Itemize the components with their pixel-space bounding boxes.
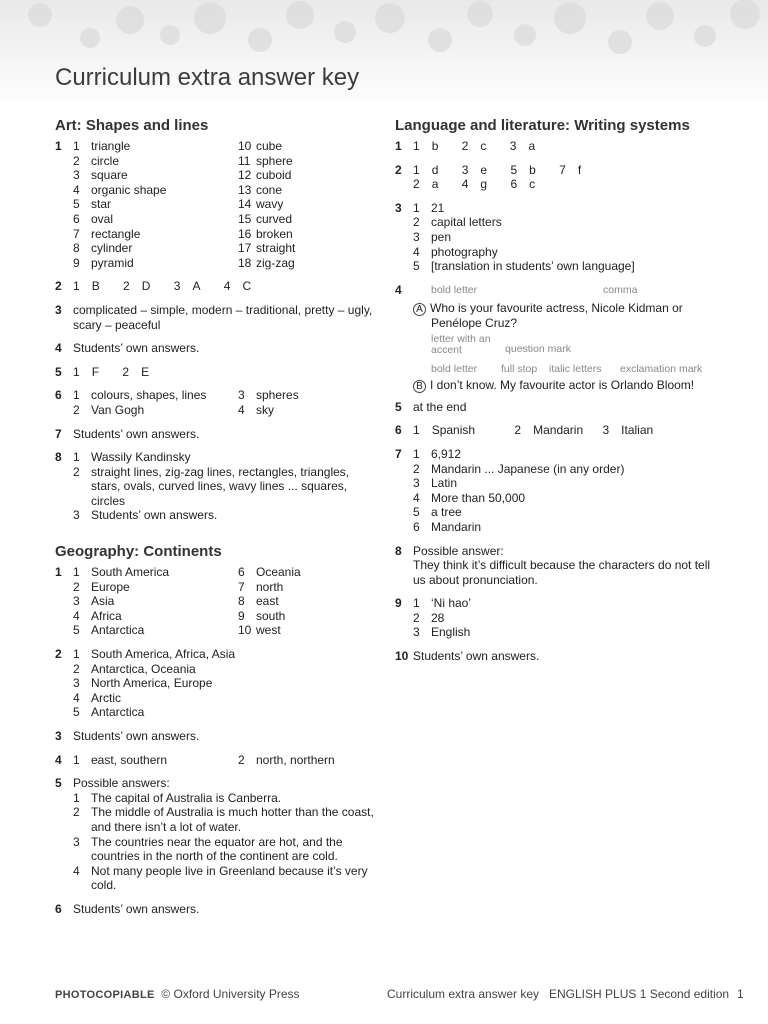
header-decoration	[0, 0, 768, 110]
answer-item: 6 oval	[73, 211, 114, 226]
answer-item: 4 Arctic	[73, 690, 121, 705]
answer-item: 9 south	[238, 608, 286, 623]
answer-item: 1 South America	[73, 565, 170, 580]
answer-item: 1 6,912	[413, 446, 462, 461]
geo-q2: 2 1 South America, Africa, Asia 2 Antarctica, Oceania 3 North America, Europe 4 Arctic 5 Antarctica	[55, 647, 375, 720]
dot-pattern	[0, 0, 768, 110]
art-q4: 4 Students’ own answers.	[55, 341, 200, 356]
right-column	[395, 117, 725, 673]
photocopiable-label: PHOTOCOPIABLE	[55, 989, 155, 1001]
answer-item: 1 The capital of Australia is Canberra.	[73, 790, 282, 805]
art-q2: 2 1 B 2 D 3 A 4 C	[55, 279, 252, 294]
answer-item: 3 Students’ own answers.	[73, 508, 218, 523]
answer-item: 5 [translation in students’ own language]	[413, 259, 635, 274]
answer-item: 8 east	[238, 594, 279, 609]
art-q3: 3 complicated – simple, modern – traditional, pretty – ugly, scary – peaceful	[55, 302, 373, 332]
answer-item: 3 square	[73, 168, 128, 183]
answer-item: 10 cube	[238, 139, 283, 153]
answer-item: 4 photography	[413, 244, 498, 259]
answer-item: 7 rectangle	[73, 226, 141, 241]
answer-item: 2 straight lines, zig-zag lines, rectangles, triangles, stars, ovals, curved lines, wavy lines ... squares, circles	[73, 464, 350, 508]
answer-item: 2 capital letters	[413, 215, 502, 230]
lang-q1: 1 1 b 2 c 3 a	[395, 139, 536, 153]
answer-item: 2 circle	[73, 153, 120, 168]
answer-item: 4 organic shape	[73, 182, 167, 197]
answer-item: 13 cone	[238, 182, 283, 197]
lang-q5: 5 at the end	[395, 399, 467, 414]
answer-item: 18 zig-zag	[238, 255, 295, 270]
geo-q1: 1 1 South America 2 Europe 3 Asia 4 Africa 5 Antarctica 6 Oceania 7 north 8 east 9 south 10 west	[55, 565, 375, 638]
art-q1: 1 1 triangle 2 circle 3 square 4 organic shape 5 star 6 oval 7 rectangle 8 cylinder 9 pyramid 10 cube 11 sphere 12 cuboid 13 cone 14 wavy 15 curved 16 broken 17 straight 18 zig-zag	[55, 139, 375, 270]
footer-left	[55, 987, 300, 1001]
answer-item: 3 Latin	[413, 476, 458, 491]
answer-item: 1 ‘Ni hao’	[413, 596, 472, 611]
lang-q7: 7 1 6,912 2 Mandarin ... Japanese (in any order) 3 Latin 4 More than 50,000 5 a tree 6 Mandarin	[395, 447, 725, 535]
geo-q4: 4 1 east, southern 2 north, northern	[55, 752, 335, 767]
answer-item: 14 wavy	[238, 197, 284, 212]
answer-item: 1 21	[413, 200, 445, 215]
answer-item: 16 broken	[238, 226, 293, 241]
lang-q9: 9 1 ‘Ni hao’ 2 28 3 English	[395, 596, 725, 640]
art-heading: Art: Shapes and lines	[55, 117, 209, 134]
lang-q3: 3 1 21 2 capital letters 3 pen 4 photography 5 [translation in students’ own language]	[395, 201, 725, 274]
lang-q2: 2 1 d 3 e 5 b 7 f 2 a 4 g 6 c	[395, 162, 582, 192]
answer-item: 3 English	[413, 625, 471, 640]
answer-item: 2 28	[413, 610, 445, 625]
answer-item: 9 pyramid	[73, 255, 134, 270]
answer-item: 10 west	[238, 623, 281, 638]
lang-q4: 4 bold letter comma A Who is your favourite actress, Nicole Kidman or Penélope Cruz? letter with an accent question mark bold letter full stop italic letters exclamation mark B I don’t know. My favourite actor is Orlando Bloom!	[395, 283, 725, 391]
footer-doc-title: Curriculum extra answer key	[387, 987, 540, 1001]
answer-item: 5 a tree	[413, 505, 462, 520]
answer-item: 3 pen	[413, 229, 452, 244]
lang-q8: 8 Possible answer: They think it’s difficult because the characters do not tell us about pronunciation.	[395, 543, 711, 587]
answer-item: 1 South America, Africa, Asia	[73, 647, 236, 662]
answer-item: 4 More than 50,000	[413, 490, 526, 505]
art-q8: 8 1 Wassily Kandinsky 2 straight lines, zig-zag lines, rectangles, triangles, stars, ovals, curved lines, wavy lines ... squares, circles 3 Students’ own answers.	[55, 450, 375, 523]
answer-item: 1 triangle	[73, 139, 131, 153]
answer-item: 2 Europe	[73, 579, 130, 594]
left-column	[55, 117, 375, 926]
answer-item: 2 Antarctica, Oceania	[73, 661, 196, 676]
answer-item: 5 Antarctica	[73, 623, 145, 638]
art-q6: 6 1 colours, shapes, lines 2 Van Gogh 3 spheres 4 sky	[55, 388, 299, 417]
answer-item: 3 Asia	[73, 594, 115, 609]
answer-item: 4 Not many people live in Greenland because it’s very cold.	[73, 863, 368, 893]
answer-item: 6 Oceania	[238, 565, 301, 580]
page-title: Curriculum extra answer key	[55, 64, 360, 91]
answer-item: 3 The countries near the equator are hot, and the countries in the north of the continent are cold.	[73, 834, 343, 864]
copyright: © Oxford University Press	[161, 987, 300, 1001]
answer-item: 12 cuboid	[238, 168, 292, 183]
answer-item: 1 Wassily Kandinsky	[73, 450, 191, 465]
answer-item: 6 Mandarin	[413, 519, 482, 534]
answer-item: 2 Mandarin ... Japanese (in any order)	[413, 461, 625, 476]
footer-edition: ENGLISH PLUS 1 Second edition	[549, 987, 730, 1001]
geo-q5: 5 Possible answers: 1 The capital of Australia is Canberra. 2 The middle of Australia is much hotter than the coast, and there isn’t a lot of water. 3 The countries near the equator are hot, and the countries in the north of the continent are cold. 4 Not many people live in Greenland because it’s very cold.	[55, 776, 374, 893]
label-b: B	[413, 380, 426, 393]
answer-item: 15 curved	[238, 211, 293, 226]
answer-item: 7 north	[238, 579, 284, 594]
answer-item: 8 cylinder	[73, 241, 133, 256]
answer-item: 2 The middle of Australia is much hotter than the coast, and there isn’t a lot of water.	[73, 805, 374, 834]
punctuation-diagram: bold letter comma A Who is your favourite actress, Nicole Kidman or Penélope Cruz? letter with an accent question mark bold letter full stop italic letters exclamation mark B I don’t know. My favourite actor is Orlando Bloom!	[413, 283, 725, 391]
answer-item: 5 star	[73, 197, 112, 212]
answer-item: 17 straight	[238, 241, 296, 256]
lang-heading: Language and literature: Writing systems	[395, 117, 690, 134]
answer-item: 3 North America, Europe	[73, 676, 213, 691]
label-a: A	[413, 303, 426, 316]
page-number: 1	[737, 987, 744, 1001]
answer-item: 11 sphere	[238, 153, 293, 168]
geo-q3: 3 Students’ own answers.	[55, 729, 200, 743]
art-q5: 5 1 F 2 E	[55, 364, 150, 379]
answer-item: 4 Africa	[73, 608, 122, 623]
geo-heading: Geography: Continents	[55, 543, 222, 561]
lang-q6: 6 1 Spanish 2 Mandarin 3 Italian	[395, 423, 654, 438]
answer-item: 5 Antarctica	[73, 705, 145, 720]
geo-q6: 6 Students’ own answers.	[55, 901, 200, 916]
lang-q10: 10 Students’ own answers.	[395, 649, 540, 664]
art-q7: 7 Students’ own answers.	[55, 426, 200, 441]
